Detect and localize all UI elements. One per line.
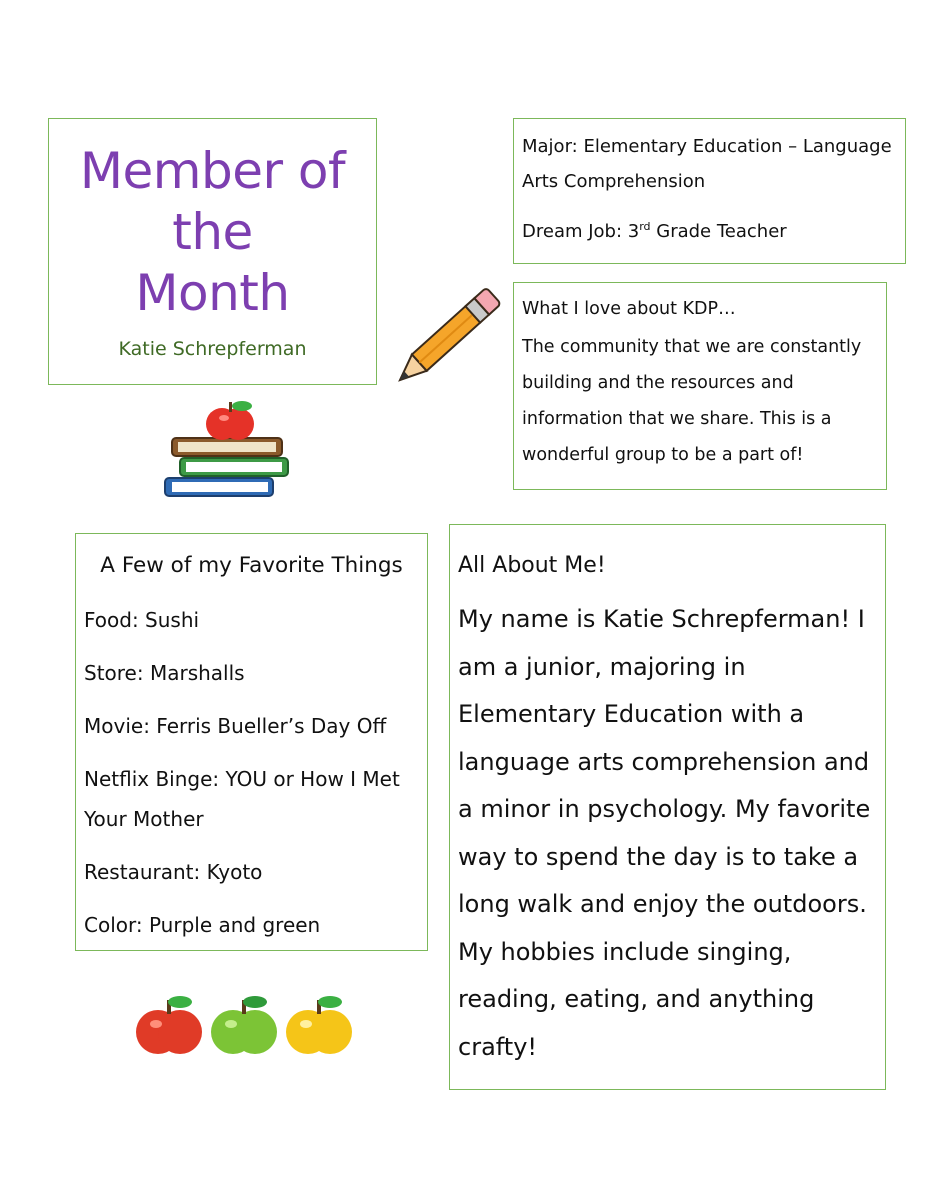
favorite-item-store: Store: Marshalls (84, 661, 245, 685)
title-line-1: Member of the (79, 142, 346, 261)
favorite-item-movie: Movie: Ferris Bueller’s Day Off (84, 714, 387, 738)
kdp-body: The community that we are constantly building and the resources and information that we share. This is a wonderful group to be a part of! (522, 337, 862, 465)
favorite-item-food: Food: Sushi (84, 608, 200, 632)
favorites-card (75, 533, 428, 951)
green-apple-icon (211, 992, 277, 1062)
favorite-item-restaurant: Restaurant: Kyoto (84, 860, 263, 884)
major-text: Major: Elementary Education – Language Arts Comprehension (522, 136, 892, 192)
dream-job-suffix: Grade Teacher (650, 221, 787, 242)
dream-job-text (522, 209, 897, 249)
dream-job-prefix: Dream Job: 3 (522, 221, 640, 242)
about-heading: All About Me! (458, 553, 606, 578)
favorite-item-color: Color: Purple and green (84, 913, 321, 937)
pencil-icon (392, 280, 506, 388)
major-card (513, 118, 906, 264)
yellow-apple-icon (286, 992, 352, 1062)
member-name: Katie Schrepferman (118, 338, 307, 360)
kdp-card (513, 282, 887, 490)
books-apple-icon (160, 398, 295, 504)
about-body: My name is Katie Schrepferman! I am a junior, majoring in Elementary Education with a language arts comprehension and a minor in psychology. My favorite way to spend the day is to take a long walk and enjoy the outdoors. My hobbies include singing, reading, eating, and anything crafty! (458, 605, 871, 1061)
favorite-item-netflix: Netflix Binge: YOU or How I Met Your Mother (84, 767, 400, 831)
title-line-2: Month (135, 264, 290, 322)
about-me-card (449, 524, 886, 1090)
red-apple-icon (136, 992, 202, 1062)
kdp-heading: What I love about KDP… (522, 299, 736, 319)
member-of-month-card (48, 118, 377, 385)
dream-job-ordinal: rd (639, 220, 651, 233)
favorites-heading: A Few of my Favorite Things (100, 553, 403, 578)
page-title (49, 141, 376, 324)
